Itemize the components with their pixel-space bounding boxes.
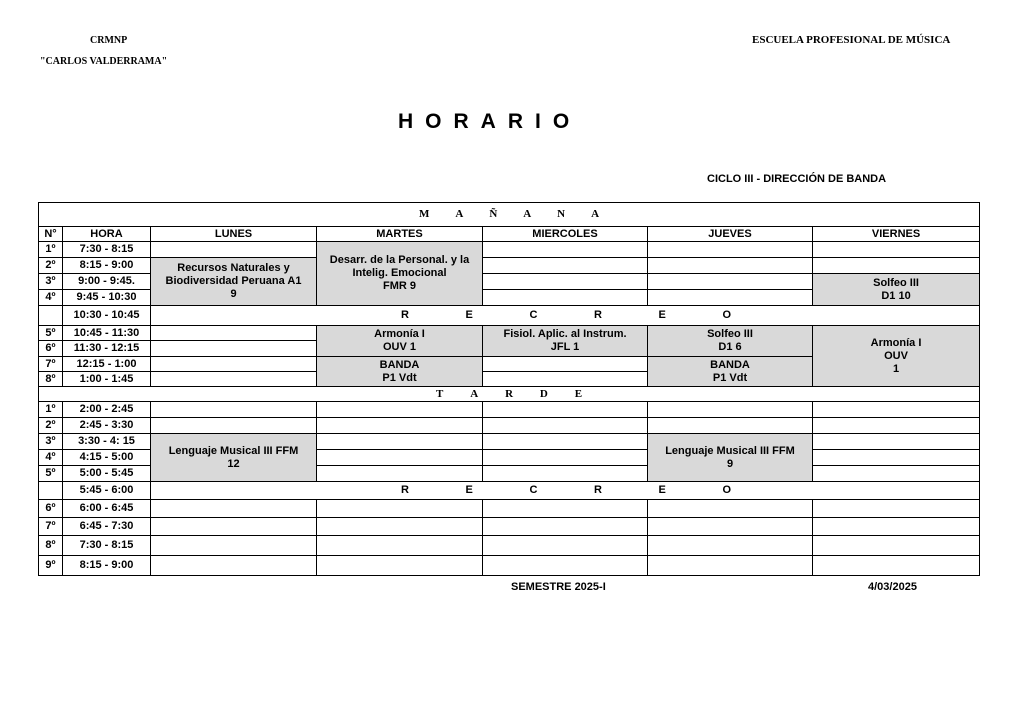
table-row — [39, 518, 980, 536]
class-cell — [151, 258, 317, 306]
class-info: OUV — [884, 349, 908, 362]
empty-cell — [483, 274, 648, 290]
empty-cell — [813, 242, 980, 258]
empty-cell — [813, 450, 980, 466]
empty-cell — [483, 466, 648, 482]
empty-cell — [151, 418, 317, 434]
class-info: JFL 1 — [550, 341, 580, 353]
class-cell — [648, 434, 813, 482]
section-letter: D — [539, 387, 548, 400]
table-row — [39, 326, 980, 341]
period-number: 7º — [39, 357, 63, 372]
date-label: 4/03/2025 — [868, 581, 917, 593]
empty-cell — [483, 242, 648, 258]
empty-cell — [813, 556, 980, 576]
class-info: D1 6 — [718, 341, 742, 353]
section-letter: M — [419, 208, 430, 220]
recreo-letter: R — [593, 484, 602, 496]
period-number: 8º — [39, 372, 63, 387]
empty-cell — [317, 450, 483, 466]
empty-cell — [317, 418, 483, 434]
section-letter: E — [574, 387, 583, 400]
class-info: 12 — [227, 457, 240, 470]
recreo-letter: E — [465, 309, 473, 321]
class-title: BANDA — [379, 358, 420, 371]
institution-name: "CARLOS VALDERRAMA" — [40, 56, 168, 67]
empty-cell — [648, 418, 813, 434]
empty-cell — [151, 402, 317, 418]
period-time: 6:45 - 7:30 — [63, 518, 151, 536]
period-time: 5:00 - 5:45 — [63, 466, 151, 482]
period-number: 1º — [39, 402, 63, 418]
period-number: 2º — [39, 258, 63, 274]
empty-cell — [483, 518, 648, 536]
period-time: 8:15 - 9:00 — [63, 556, 151, 576]
col-header-jueves: JUEVES — [648, 227, 813, 242]
period-number — [39, 306, 63, 326]
empty-cell — [648, 290, 813, 306]
empty-cell — [483, 536, 648, 556]
class-title: Lenguaje Musical III FFM — [665, 444, 795, 457]
recreo-letter: O — [722, 484, 731, 496]
empty-cell — [151, 372, 317, 387]
table-row — [39, 402, 980, 418]
empty-cell — [151, 556, 317, 576]
empty-cell — [648, 402, 813, 418]
recreo-letter: E — [658, 484, 666, 496]
empty-cell — [813, 402, 980, 418]
table-row — [39, 258, 980, 274]
class-cell — [151, 434, 317, 482]
recreo-letter: E — [658, 309, 666, 321]
period-number: 4º — [39, 450, 63, 466]
class-cell — [317, 326, 483, 357]
table-row — [39, 556, 980, 576]
empty-cell — [317, 466, 483, 482]
period-time: 2:00 - 2:45 — [63, 402, 151, 418]
empty-cell — [813, 418, 980, 434]
recreo-cell — [151, 482, 980, 500]
cycle-label: CICLO III - DIRECCIÓN DE BANDA — [707, 173, 887, 185]
class-title: Recursos Naturales y — [177, 262, 290, 274]
empty-cell — [813, 258, 980, 274]
schedule-table — [38, 202, 980, 576]
empty-cell — [483, 357, 648, 372]
period-number: 4º — [39, 290, 63, 306]
period-number — [39, 482, 63, 500]
class-info: 9 — [726, 457, 734, 470]
empty-cell — [648, 518, 813, 536]
period-time: 3:30 - 4: 15 — [63, 434, 151, 450]
period-time: 10:30 - 10:45 — [63, 306, 151, 326]
empty-cell — [648, 536, 813, 556]
section-letter: N — [557, 208, 566, 220]
recreo-row — [39, 306, 980, 326]
class-info: 1 — [892, 362, 900, 375]
empty-cell — [151, 341, 317, 357]
empty-cell — [317, 556, 483, 576]
table-row — [39, 418, 980, 434]
empty-cell — [151, 518, 317, 536]
period-number: 5º — [39, 326, 63, 341]
empty-cell — [151, 536, 317, 556]
period-time: 9:00 - 9:45. — [63, 274, 151, 290]
section-letter: A — [455, 208, 464, 220]
period-time: 7:30 - 8:15 — [63, 242, 151, 258]
col-header-lunes: LUNES — [151, 227, 317, 242]
period-time: 8:15 - 9:00 — [63, 258, 151, 274]
class-info: P1 Vdt — [382, 371, 417, 384]
semester-label: SEMESTRE 2025-I — [511, 581, 606, 593]
section-tarde — [39, 387, 980, 402]
empty-cell — [483, 418, 648, 434]
period-time: 11:30 - 12:15 — [63, 341, 151, 357]
table-row — [39, 434, 980, 450]
empty-cell — [317, 500, 483, 518]
empty-cell — [813, 518, 980, 536]
institution-acronym: CRMNP — [90, 35, 128, 46]
empty-cell — [151, 242, 317, 258]
class-title: Armonía I — [374, 328, 425, 340]
period-number: 6º — [39, 500, 63, 518]
recreo-letter: R — [401, 484, 409, 496]
recreo-letter: C — [529, 484, 538, 496]
empty-cell — [648, 556, 813, 576]
recreo-letter: C — [529, 309, 538, 321]
col-header-n: N° — [39, 227, 63, 242]
section-letter: A — [591, 208, 600, 220]
period-time: 12:15 - 1:00 — [63, 357, 151, 372]
period-time: 2:45 - 3:30 — [63, 418, 151, 434]
period-time: 7:30 - 8:15 — [63, 536, 151, 556]
empty-cell — [317, 536, 483, 556]
class-title: Solfeo III — [873, 276, 919, 289]
empty-cell — [813, 536, 980, 556]
empty-cell — [648, 242, 813, 258]
recreo-letter: O — [722, 309, 731, 321]
period-time: 9:45 - 10:30 — [63, 290, 151, 306]
class-title: Fisiol. Aplic. al Instrum. — [503, 328, 627, 340]
recreo-letter: R — [401, 309, 409, 321]
empty-cell — [151, 357, 317, 372]
empty-cell — [648, 258, 813, 274]
empty-cell — [483, 402, 648, 418]
class-cell — [648, 357, 813, 387]
table-row — [39, 242, 980, 258]
empty-cell — [648, 500, 813, 518]
empty-cell — [483, 258, 648, 274]
period-time: 4:15 - 5:00 — [63, 450, 151, 466]
period-time: 10:45 - 11:30 — [63, 326, 151, 341]
class-cell — [483, 326, 648, 357]
class-title: Desarr. de la Personal. y la — [329, 254, 470, 266]
class-info: 9 — [230, 288, 237, 300]
page-title: HORARIO — [398, 110, 582, 133]
table-row — [39, 500, 980, 518]
section-letter: T — [436, 387, 444, 400]
section-letter: A — [523, 208, 532, 220]
empty-cell — [483, 556, 648, 576]
recreo-letter: R — [593, 309, 602, 321]
empty-cell — [151, 500, 317, 518]
period-number: 6º — [39, 341, 63, 357]
class-title: Armonía I — [870, 336, 922, 349]
class-info: P1 Vdt — [712, 371, 748, 384]
empty-cell — [813, 466, 980, 482]
empty-cell — [483, 372, 648, 387]
section-manana — [39, 203, 980, 227]
empty-cell — [317, 434, 483, 450]
class-title: Biodiversidad Peruana A1 — [165, 275, 302, 287]
empty-cell — [483, 434, 648, 450]
period-time: 5:45 - 6:00 — [63, 482, 151, 500]
empty-cell — [317, 518, 483, 536]
section-letter: Ñ — [489, 208, 498, 220]
empty-cell — [483, 500, 648, 518]
recreo-letter: E — [465, 484, 473, 496]
period-number: 7º — [39, 518, 63, 536]
col-header-miercoles: MIERCOLES — [483, 227, 648, 242]
class-cell — [813, 326, 980, 387]
section-letter: A — [470, 387, 479, 400]
period-number: 2º — [39, 418, 63, 434]
period-number: 9º — [39, 556, 63, 576]
period-number: 5º — [39, 466, 63, 482]
class-info: D1 10 — [881, 289, 911, 302]
class-cell — [813, 274, 980, 306]
section-letter: R — [505, 387, 514, 400]
empty-cell — [151, 326, 317, 341]
period-number: 3º — [39, 274, 63, 290]
period-number: 3º — [39, 434, 63, 450]
class-info: FMR 9 — [383, 280, 416, 292]
empty-cell — [813, 434, 980, 450]
period-number: 8º — [39, 536, 63, 556]
period-time: 1:00 - 1:45 — [63, 372, 151, 387]
col-header-martes: MARTES — [317, 227, 483, 242]
col-header-viernes: VIERNES — [813, 227, 980, 242]
empty-cell — [483, 290, 648, 306]
period-number: 1º — [39, 242, 63, 258]
class-info: OUV 1 — [382, 341, 416, 353]
class-title: Intelig. Emocional — [352, 267, 447, 279]
class-title: Solfeo III — [707, 328, 753, 340]
class-cell — [317, 357, 483, 387]
class-title: BANDA — [710, 358, 750, 371]
class-cell — [648, 326, 813, 357]
period-time: 6:00 - 6:45 — [63, 500, 151, 518]
class-title: Lenguaje Musical III FFM — [168, 444, 299, 457]
table-row — [39, 536, 980, 556]
empty-cell — [648, 274, 813, 290]
empty-cell — [317, 402, 483, 418]
col-header-hora: HORA — [63, 227, 151, 242]
column-header-row — [39, 227, 980, 242]
empty-cell — [813, 500, 980, 518]
recreo-cell — [151, 306, 980, 326]
empty-cell — [483, 450, 648, 466]
class-cell — [317, 242, 483, 306]
recreo-row — [39, 482, 980, 500]
school-name: ESCUELA PROFESIONAL DE MÚSICA — [752, 34, 951, 46]
